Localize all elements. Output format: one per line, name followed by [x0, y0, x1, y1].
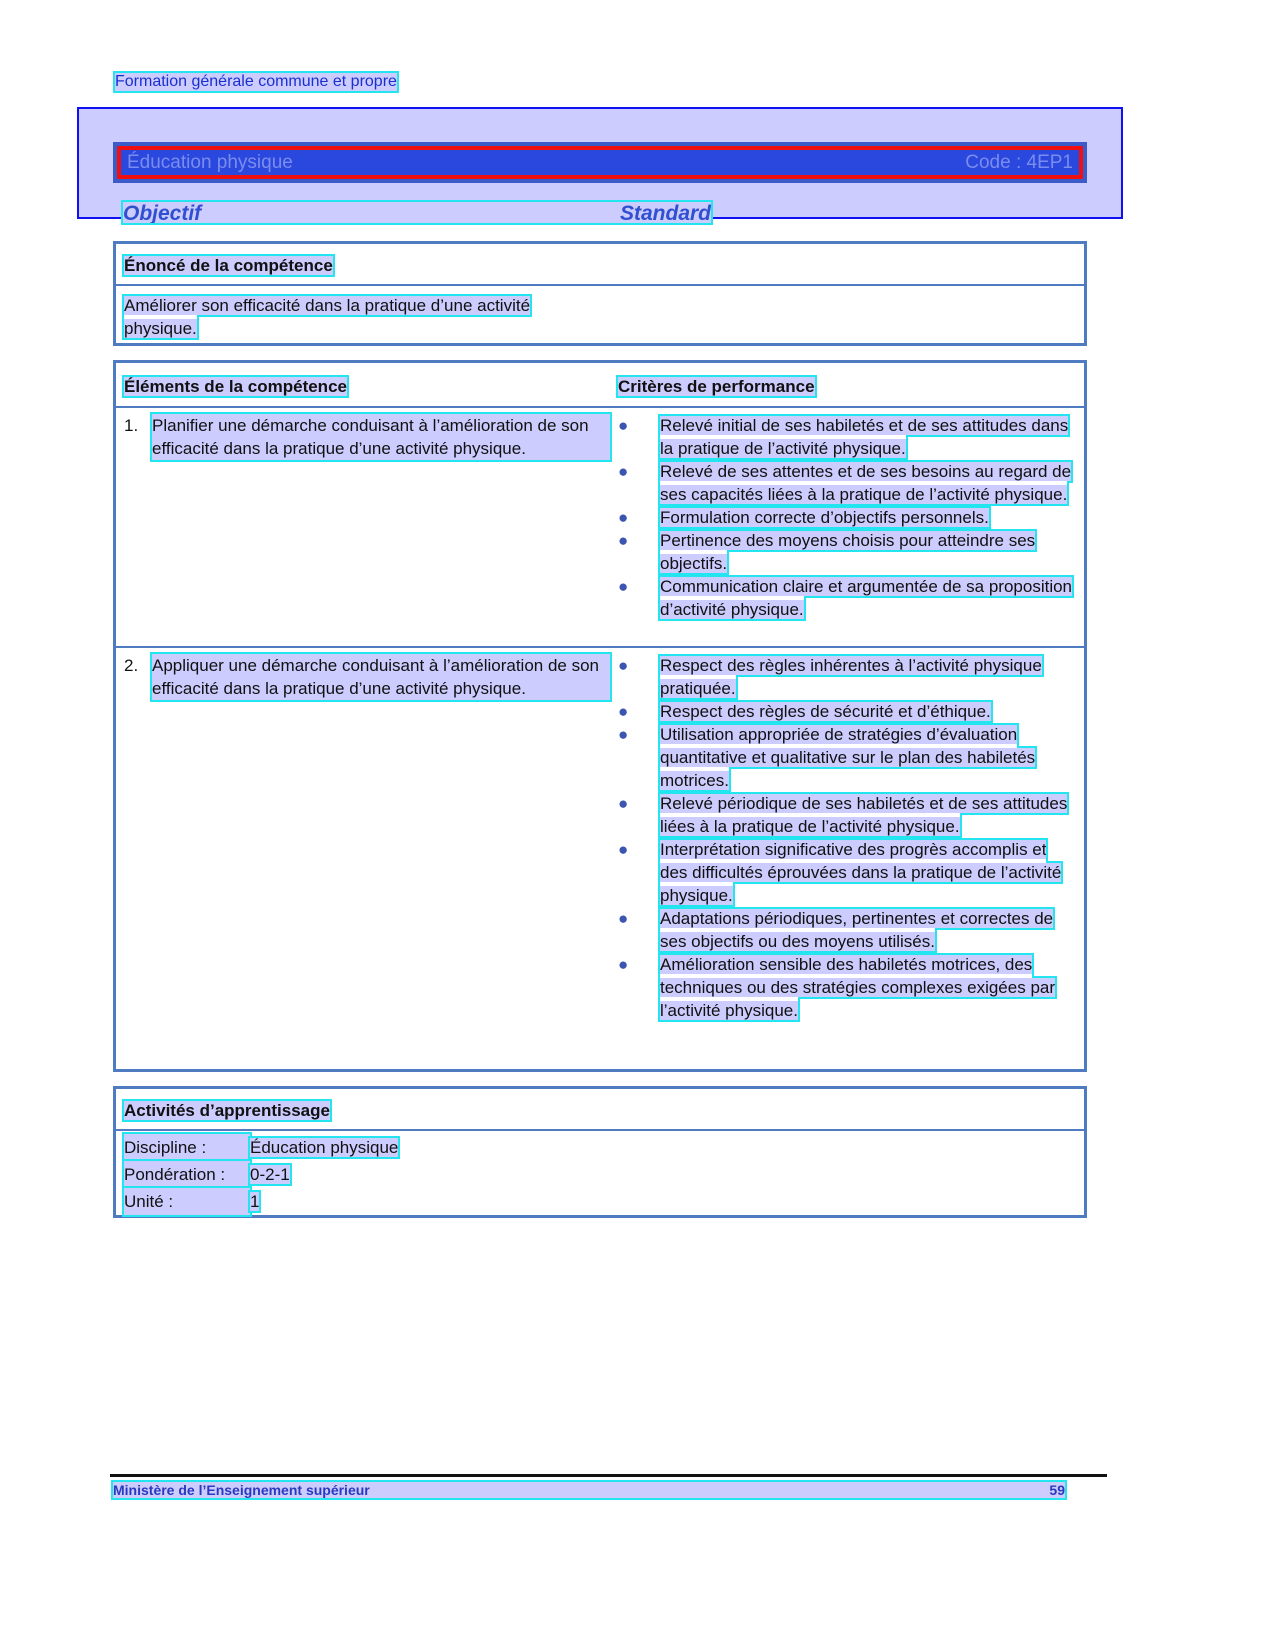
- element-text: Planifier une démarche conduisant à l’amélioration de son efficacité dans la pratique d’une activité physique.: [152, 414, 610, 460]
- activites-box: [113, 1086, 1087, 1218]
- bullet-icon: ●: [618, 725, 629, 744]
- course-name: Éducation physique: [127, 151, 293, 173]
- bullet-icon: ●: [618, 462, 629, 481]
- criterion-item: [618, 723, 1076, 792]
- bullet-icon: ●: [618, 909, 629, 928]
- bullet-icon: ●: [618, 577, 629, 596]
- element-number: 2.: [124, 656, 139, 675]
- element-number: 1.: [124, 416, 139, 435]
- ponderation-label: Pondération :: [124, 1161, 250, 1188]
- course-title-bar: [113, 142, 1087, 183]
- criterion-text: Relevé périodique de ses habiletés et de ses attitudes liées à la pratique de l’activité physique.: [660, 794, 1068, 836]
- criterion-item: [618, 575, 1076, 621]
- criterion-text: Respect des règles de sécurité et d’éthique.: [660, 702, 991, 721]
- enonce-text: Améliorer son efficacité dans la pratique d’une activité physique.: [124, 296, 531, 338]
- criterion-text: Communication claire et argumentée de sa proposition d’activité physique.: [660, 577, 1073, 619]
- footer-rule: [110, 1474, 1107, 1477]
- criterion-text: Utilisation appropriée de stratégies d’évaluation quantitative et qualitative sur le plan des habiletés motrices.: [660, 725, 1036, 790]
- criterion-item: [618, 907, 1076, 953]
- bullet-icon: ●: [618, 656, 629, 675]
- criterion-text: Respect des règles inhérentes à l’activité physique pratiquée.: [660, 656, 1042, 698]
- objectif-standard-row: [123, 202, 711, 223]
- course-code: 4EP1: [1026, 151, 1073, 173]
- criteria-heading: Critères de performance: [618, 377, 815, 396]
- bullet-icon: ●: [618, 508, 629, 527]
- criterion-item: [618, 460, 1076, 506]
- code-label: Code :: [965, 151, 1022, 173]
- criterion-item: [618, 838, 1076, 907]
- page-number: 59: [1049, 1482, 1065, 1498]
- criterion-text: Amélioration sensible des habiletés motrices, des techniques ou des stratégies complexes exigées par l’activité physique.: [660, 955, 1056, 1020]
- elements-heading: Éléments de la compétence: [124, 377, 347, 396]
- element-text: Appliquer une démarche conduisant à l’amélioration de son efficacité dans la pratique d’une activité physique.: [152, 654, 610, 700]
- bullet-icon: ●: [618, 794, 629, 813]
- standard-label: Standard: [619, 202, 711, 225]
- criterion-item: [618, 792, 1076, 838]
- criterion-text: Interprétation significative des progrès accomplis et des difficultés éprouvées dans la pratique de l’activité physique.: [660, 840, 1062, 905]
- criterion-item: [618, 700, 1076, 723]
- bullet-icon: ●: [618, 531, 629, 550]
- criterion-text: Relevé de ses attentes et de ses besoins au regard de ses capacités liées à la pratique de l’activité physique.: [660, 462, 1072, 504]
- activites-heading: Activités d’apprentissage: [124, 1101, 330, 1120]
- bullet-icon: ●: [618, 702, 629, 721]
- objectif-label: Objectif: [123, 202, 202, 225]
- criterion-item: [618, 654, 1076, 700]
- criterion-item: [618, 529, 1076, 575]
- elements-table: [113, 360, 1087, 1072]
- enonce-box: [113, 241, 1087, 346]
- criterion-item: [618, 506, 1076, 529]
- table-row: [116, 648, 1084, 1028]
- criterion-text: Pertinence des moyens choisis pour atteindre ses objectifs.: [660, 531, 1036, 573]
- ponderation-value: 0-2-1: [250, 1165, 290, 1184]
- criterion-item: [618, 414, 1076, 460]
- enonce-heading: Énoncé de la compétence: [124, 256, 333, 275]
- discipline-value: Éducation physique: [250, 1138, 399, 1157]
- criterion-text: Adaptations périodiques, pertinentes et correctes de ses objectifs ou des moyens utilisés.: [660, 909, 1054, 951]
- bullet-icon: ●: [618, 416, 629, 435]
- criterion-text: Formulation correcte d’objectifs personnels.: [660, 508, 989, 527]
- footer-ministry: Ministère de l’Enseignement supérieur: [113, 1482, 370, 1498]
- criterion-text: Relevé initial de ses habiletés et de ses attitudes dans la pratique de l’activité physique.: [660, 416, 1069, 458]
- table-row: [116, 408, 1084, 648]
- footer: [113, 1482, 1065, 1498]
- unite-value: 1: [250, 1192, 260, 1211]
- discipline-label: Discipline :: [124, 1134, 250, 1161]
- unite-label: Unité :: [124, 1188, 250, 1215]
- criterion-item: [618, 953, 1076, 1022]
- running-header: Formation générale commune et propre: [115, 73, 397, 90]
- bullet-icon: ●: [618, 840, 629, 859]
- bullet-icon: ●: [618, 955, 629, 974]
